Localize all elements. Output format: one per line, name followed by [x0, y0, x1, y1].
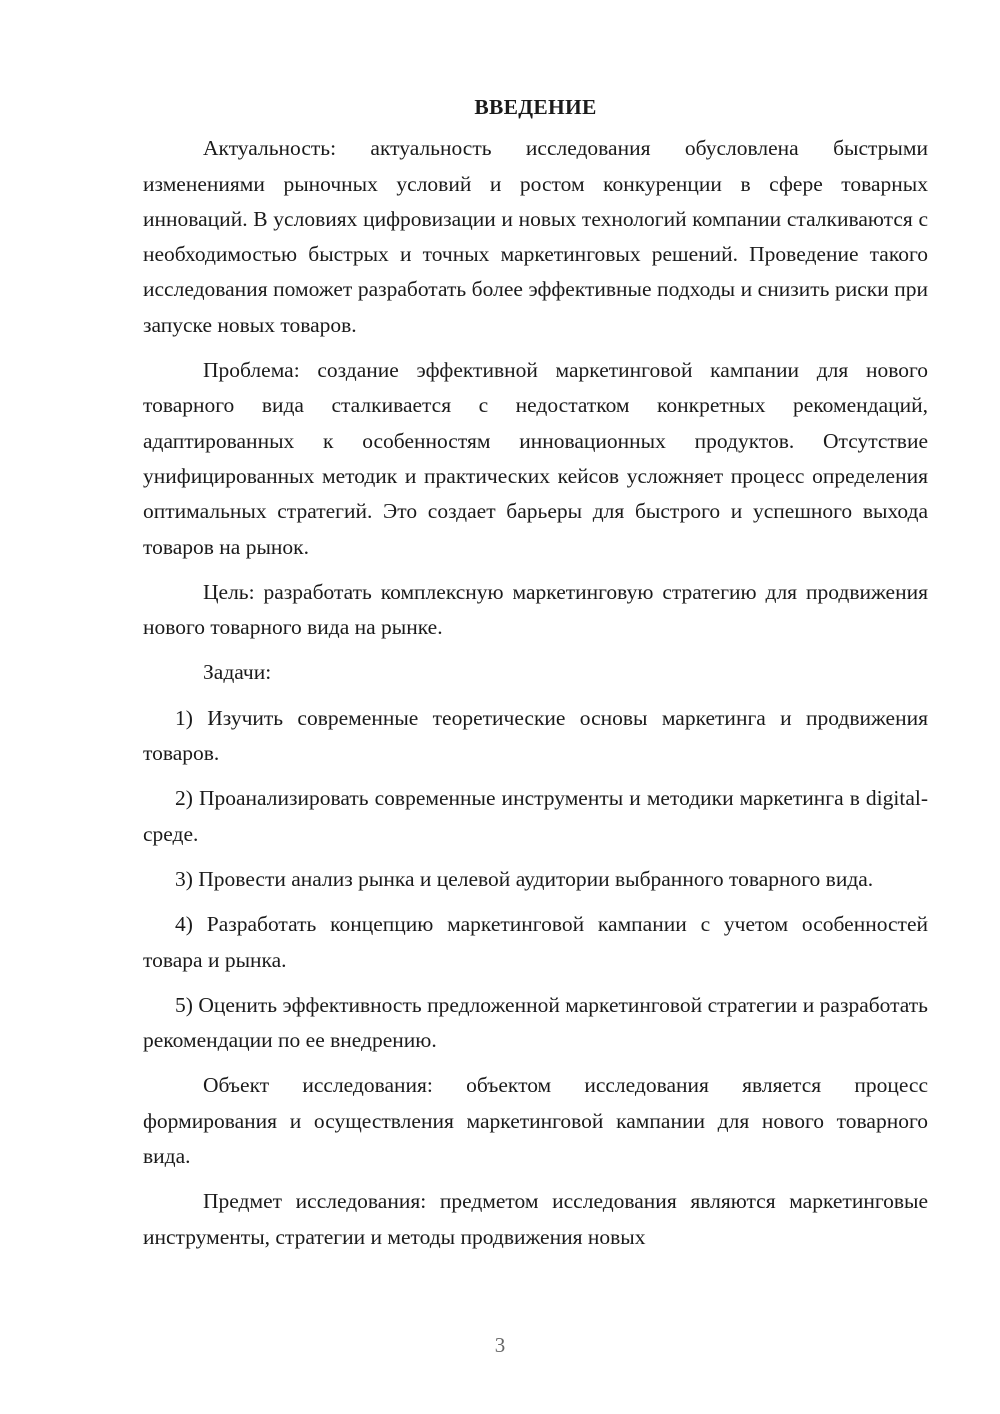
paragraph-problem: Проблема: создание эффективной маркетинговой кампании для нового товарного вида сталкивается с недостатком конкретных рекомендаций, адаптированных к особенностям инновационных продуктов. Отсутствие унифицированных методик и практических кейсов усложняет процесс определения оптимальных стратегий. Это создает барьеры для быстрого и успешного выхода товаров на рынок.	[143, 358, 928, 559]
task-item-1: 1) Изучить современные теоретические основы маркетинга и продвижения товаров.	[143, 705, 928, 766]
task-item-5: 5) Оценить эффективность предложенной маркетинговой стратегии и разработать рекомендации по ее внедрению.	[143, 992, 928, 1053]
paragraph-subject: Предмет исследования: предметом исследования являются маркетинговые инструменты, стратегии и методы продвижения новых	[143, 1189, 928, 1249]
task-item-2: 2) Проанализировать современные инструменты и методики маркетинга в digital-среде.	[143, 786, 928, 846]
paragraph-goal: Цель: разработать комплексную маркетинговую стратегию для продвижения нового товарного вида на рынке.	[143, 579, 928, 640]
paragraph-object: Объект исследования: объектом исследования является процесс формирования и осуществления маркетинговой кампании для нового товарного вида.	[143, 1073, 928, 1169]
task-item-3: 3) Провести анализ рынка и целевой аудитории выбранного товарного вида.	[175, 866, 874, 891]
paragraph-relevance: Актуальность: актуальность исследования обусловлена быстрыми изменениями рыночных условий и ростом конкуренции в сфере товарных инноваций. В условиях цифровизации и новых технологий компании сталкиваются с необходимостью быстрых и точных маркетинговых решений. Проведение такого исследования поможет разработать более эффективные подходы и снизить риски при запуске новых товаров.	[143, 136, 928, 337]
task-item-4: 4) Разработать концепцию маркетинговой кампании с учетом особенностей товара и рынка.	[143, 912, 928, 972]
document-page	[143, 90, 928, 1265]
tasks-label: Задачи:	[203, 660, 272, 685]
section-title: ВВЕДЕНИЕ	[474, 95, 597, 119]
page-number: 3	[494, 1333, 506, 1357]
